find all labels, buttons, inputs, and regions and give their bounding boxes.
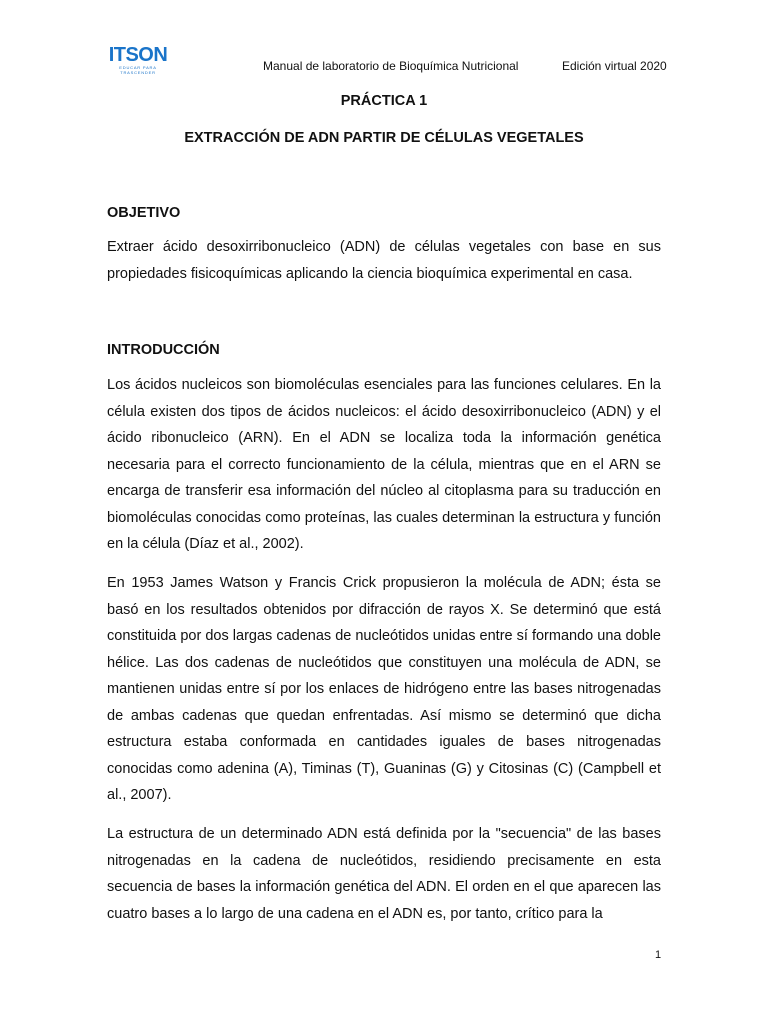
manual-title: Manual de laboratorio de Bioquímica Nutricional (263, 59, 519, 73)
intro-paragraph-1: Los ácidos nucleicos son biomoléculas esenciales para las funciones celulares. En la célula existen dos tipos de ácidos nucleicos: el ácido desoxirribonucleico (ADN) y el ácido ribonucleico (ARN). En el ADN se localiza toda la información genética necesaria para el correcto funcionamiento de la célula, mientras que en el ARN se encarga de transferir esa información del núcleo al citoplasma para su traducción en biomoléculas conocidas como proteínas, las cuales determinan la estructura y función en la célula (Díaz et al., 2002). (107, 377, 661, 552)
introduction-heading: INTRODUCCIÓN (107, 342, 220, 358)
practice-label: PRÁCTICA 1 (340, 93, 428, 109)
logo-subtext: EDUCAR PARA TRASCENDER (119, 65, 157, 75)
objective-paragraph: Extraer ácido desoxirribonucleico (ADN) de células vegetales con base en sus propiedades fisicoquímicas aplicando la ciencia bioquímica experimental en casa. (107, 239, 661, 282)
itson-logo (107, 44, 169, 75)
objective-heading: OBJETIVO (107, 205, 181, 221)
document-title: EXTRACCIÓN DE ADN PARTIR DE CÉLULAS VEGETALES (184, 130, 584, 146)
edition-label: Edición virtual 2020 (562, 59, 667, 73)
intro-paragraph-3: La estructura de un determinado ADN está definida por la "secuencia" de las bases nitrogenadas en la cadena de nucleótidos, residiendo precisamente en esta secuencia de bases la información genética del ADN. El orden en el que aparecen las cuatro bases a lo largo de una cadena en el ADN es, por tanto, crítico para la (107, 826, 661, 922)
page-number: 1 (655, 949, 662, 961)
logo-wordmark: ITSON (108, 44, 168, 66)
intro-paragraph-2: En 1953 James Watson y Francis Crick propusieron la molécula de ADN; ésta se basó en los resultados obtenidos por difracción de rayos X. Se determinó que está constituida por dos largas cadenas de nucleótidos unidas entre sí formando una doble hélice. Las dos cadenas de nucleótidos que constituyen una molécula de ADN, se mantienen unidas entre sí por los enlaces de hidrógeno entre las bases nitrogenadas de ambas cadenas que quedan enfrentadas. Así mismo se determinó que dicha estructura estaba conformada en cantidades iguales de bases nitrogenadas conocidas como adenina (A), Timinas (T), Guaninas (G) y Citosinas (C) (Campbell et al., 2007). (107, 575, 661, 803)
